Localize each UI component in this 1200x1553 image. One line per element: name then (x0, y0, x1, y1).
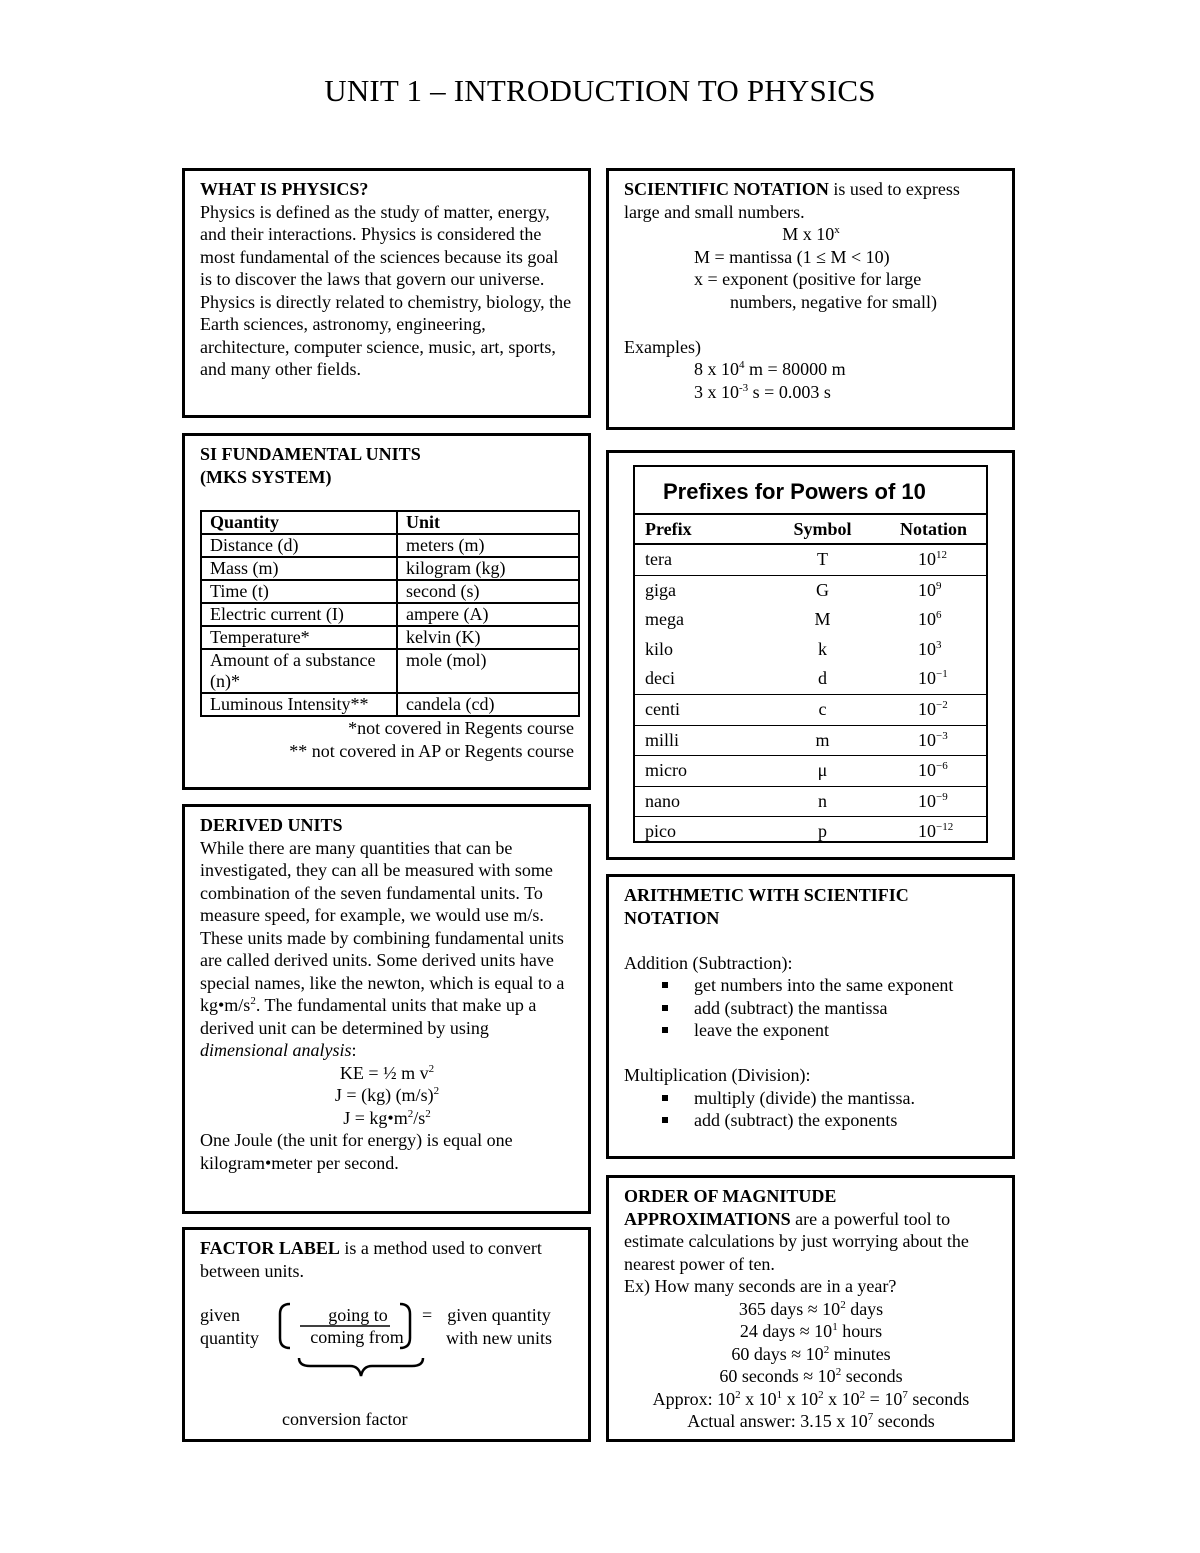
table-row (201, 626, 579, 649)
prefix-symbol: c (818, 698, 827, 719)
prefix-symbol: d (818, 668, 827, 689)
prefix-notation: $10^{-1}$ (918, 668, 948, 689)
example-2: 3 x $10^{-3}$ s = 0.003 s (694, 381, 831, 402)
list-item: add (subtract) the mantissa (624, 997, 998, 1020)
si-units-table (200, 510, 580, 717)
quantity-cell: Amount of a substance (n)* (201, 649, 397, 693)
table-row (201, 580, 579, 603)
addition-list (624, 974, 998, 1042)
equation-j2: $J = kg•m^2/s^2$ (343, 1107, 431, 1128)
unit-cell: mole (mol) (397, 649, 579, 693)
unit-cell: kelvin (K) (397, 626, 579, 649)
what-is-physics-body: Physics is defined as the study of matter, energy, and their interactions. Physics is considered the most fundamental of the sciences because its goal is to discover the laws that govern our universe. Physics is directly related to chemistry, biology, the Earth sciences, astronomy, engineering, architecture, computer science, music, art, sports, and many other fields. (200, 201, 572, 379)
multiplication-list (624, 1087, 998, 1132)
magnitude-line-4: 60 seconds ≈ $10^2$ seconds (719, 1366, 903, 1386)
sci-notation-heading: SCIENTIFIC NOTATION (624, 179, 829, 199)
prefix-notation: $10^3$ (918, 638, 942, 659)
si-units-heading: SI FUNDAMENTAL UNITS (200, 444, 421, 464)
prefix-name: giga (645, 579, 676, 600)
quantity-cell: Electric current (I) (201, 603, 397, 626)
prefix-name: micro (645, 760, 687, 781)
prefix-row (635, 664, 986, 694)
unit-cell: candela (cd) (397, 693, 579, 716)
prefix-notation: $10^{-9}$ (918, 790, 948, 811)
arithmetic-heading: ARITHMETIC WITH SCIENTIFIC NOTATION (624, 885, 909, 928)
unit-cell: second (s) (397, 580, 579, 603)
prefix-header-row: Prefix Symbol Notation (635, 515, 986, 545)
list-item: leave the exponent (624, 1019, 998, 1042)
prefix-row (635, 575, 986, 606)
quantity-cell: Time (t) (201, 580, 397, 603)
prefix-symbol: T (817, 549, 828, 569)
si-note-1: *not covered in Regents course (348, 718, 574, 738)
prefix-notation: $10^{-3}$ (918, 729, 948, 750)
prefix-symbol: p (818, 821, 827, 842)
prefix-symbol: k (818, 638, 827, 659)
list-item: get numbers into the same exponent (624, 974, 998, 997)
magnitude-intro: are a powerful tool to estimate calculations by just worrying about the nearest power of ten. (624, 1208, 969, 1274)
factor-label-box (182, 1227, 591, 1442)
factor-label-intro: is a method used to convert between units. (200, 1238, 542, 1281)
prefix-name: deci (645, 668, 675, 689)
derived-closing: One Joule (the unit for energy) is equal one kilogram•meter per second. (200, 1130, 513, 1173)
exponent-line: x = exponent (positive for large (694, 269, 922, 289)
examples-label: Examples) (624, 336, 701, 357)
prefix-chart (633, 465, 988, 843)
sci-notation-formula: M x 10$^x$ (782, 224, 840, 244)
magnitude-actual: Actual answer: 3.15 x $10^7$ seconds (687, 1411, 935, 1431)
prefix-row (635, 786, 986, 817)
prefix-name: mega (645, 609, 684, 630)
unit-cell: kilogram (kg) (397, 557, 579, 580)
equals-sign: = (422, 1305, 433, 1325)
prefix-chart-title: Prefixes for Powers of 10 (635, 467, 986, 515)
prefix-symbol: n (818, 790, 827, 811)
quantity-cell: Mass (m) (201, 557, 397, 580)
prefix-notation: $10^{-12}$ (918, 821, 954, 842)
factor-label-diagram (200, 1282, 574, 1402)
equation-ke: KE = ½ m $v^2$ (339, 1062, 435, 1083)
prefix-row (635, 545, 986, 575)
magnitude-heading-2: APPROXIMATIONS (624, 1208, 791, 1229)
prefix-row (635, 605, 986, 635)
addition-label: Addition (Subtraction): (624, 952, 793, 973)
quantity-cell: Luminous Intensity** (201, 693, 397, 716)
derived-body: While there are many quantities that can be investigated, they can all be measured with some combination of the seven fundamental units. To measure speed, for example, we would use m/s. These units made by combining fundamental units are called derived units. Some derived units have special names, like the newton, which is equal to a $kg•m/s^2$. The fundamental units that make up a derived unit can be determined by using dimensional analysis: (200, 837, 565, 1060)
magnitude-line-3: 60 days ≈ $10^2$ minutes (731, 1343, 891, 1364)
table-row (201, 557, 579, 580)
si-note-2: ** not covered in AP or Regents course (289, 740, 574, 761)
table-header-row: Quantity Unit (201, 511, 579, 534)
mantissa-line: M = mantissa (1 ≤ M < 10) (694, 246, 890, 267)
fraction-numerator: going to (328, 1305, 388, 1325)
magnitude-question: Ex) How many seconds are in a year? (624, 1276, 897, 1296)
given-quantity-label: given quantity (200, 1305, 259, 1348)
derived-units-box (182, 804, 591, 1214)
factor-label-heading: FACTOR LABEL (200, 1238, 340, 1258)
page-title: UNIT 1 – INTRODUCTION TO PHYSICS (324, 73, 876, 108)
prefix-name: milli (645, 729, 680, 750)
table-row (201, 603, 579, 626)
unit-cell: ampere (A) (397, 603, 579, 626)
result-label: given quantity with new units (446, 1305, 552, 1348)
prefix-symbol: m (815, 729, 830, 750)
prefix-row (635, 725, 986, 756)
what-is-physics-box (182, 168, 591, 418)
sci-notation-intro: is used to express large and small numbers. (624, 179, 960, 222)
table-row (201, 534, 579, 557)
prefix-notation: $10^{12}$ (918, 549, 947, 569)
conversion-factor-caption: conversion factor (282, 1409, 408, 1429)
prefix-name: tera (645, 549, 672, 569)
fraction-denominator: coming from (310, 1327, 404, 1347)
si-units-subheading: (MKS SYSTEM) (200, 466, 332, 487)
prefix-notation: $10^{-2}$ (918, 698, 948, 719)
what-is-physics-heading: WHAT IS PHYSICS? (200, 179, 369, 199)
prefix-symbol: μ (817, 760, 828, 781)
list-item: multiply (divide) the mantissa. (624, 1087, 998, 1110)
prefix-row (635, 635, 986, 665)
prefix-symbol: M (814, 609, 831, 630)
prefix-symbol: G (816, 579, 829, 600)
arithmetic-box (606, 874, 1015, 1159)
prefix-row (635, 816, 986, 847)
magnitude-line-2: 24 days ≈ $10^1$ hours (739, 1321, 883, 1341)
multiplication-label: Multiplication (Division): (624, 1065, 811, 1085)
si-units-box (182, 433, 591, 790)
table-row (201, 693, 579, 716)
prefix-row (635, 694, 986, 725)
magnitude-box (606, 1175, 1015, 1442)
prefix-row (635, 755, 986, 786)
scientific-notation-box (606, 168, 1015, 430)
derived-heading: DERIVED UNITS (200, 815, 343, 835)
prefix-name: kilo (645, 638, 674, 659)
table-row (201, 649, 579, 693)
magnitude-approx: Approx: $10^2$ x $10^1$ x $10^2$ x $10^2 = 10^7$ seconds (652, 1388, 970, 1409)
equation-j1: J = (kg) $(m/s)^2$ (334, 1085, 440, 1105)
quantity-cell: Distance (d) (201, 534, 397, 557)
prefix-notation: $10^9$ (918, 579, 942, 600)
list-item: add (subtract) the exponents (624, 1109, 998, 1132)
exponent-line-cont: numbers, negative for small) (730, 291, 937, 312)
quantity-cell: Temperature* (201, 626, 397, 649)
brace-icon (296, 1356, 426, 1382)
prefix-name: nano (645, 790, 680, 811)
prefix-notation: $10^{-6}$ (918, 760, 948, 781)
magnitude-line-1: 365 days ≈ $10^2$ days (738, 1298, 884, 1319)
prefix-name: centi (645, 698, 680, 719)
magnitude-heading: ORDER OF MAGNITUDE (624, 1186, 837, 1206)
unit-cell: meters (m) (397, 534, 579, 557)
example-1: 8 x $10^4$ m = 80000 m (694, 359, 846, 379)
prefix-notation: $10^6$ (918, 609, 942, 630)
prefix-name: pico (645, 821, 676, 842)
